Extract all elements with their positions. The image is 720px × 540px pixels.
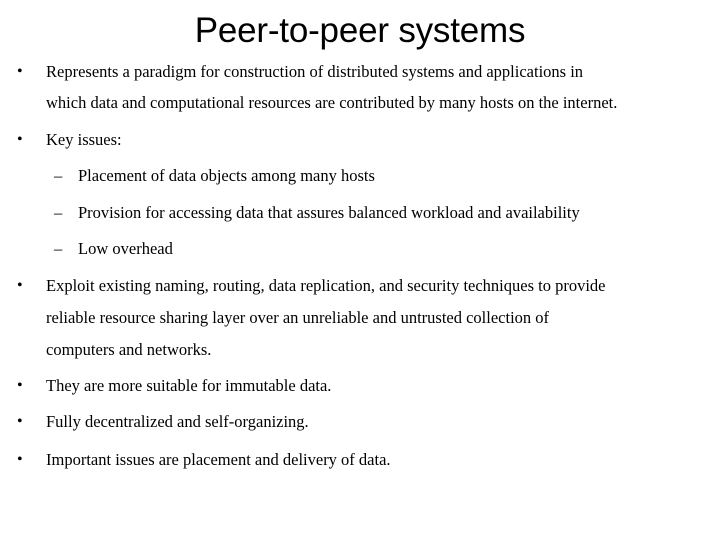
bullet-marker: • (17, 277, 23, 294)
slide-title: Peer-to-peer systems (194, 11, 526, 50)
bullet-4-line-1: They are more suitable for immutable data. (46, 376, 332, 395)
bullet-6-line-1: Important issues are placement and delivery of data. (46, 450, 391, 469)
sub-item-2: Provision for accessing data that assures balanced workload and availability (78, 203, 580, 222)
bullet-1-line-1: Represents a paradigm for construction of distributed systems and applications in (46, 62, 584, 81)
bullet-2-line-1: Key issues: (46, 130, 122, 149)
bullet-marker: • (17, 451, 23, 468)
bullet-1-line-2: which data and computational resources are contributed by many hosts on the internet. (46, 93, 618, 112)
sub-bullet-marker: – (54, 239, 63, 258)
sub-item-3: Low overhead (78, 239, 173, 258)
bullet-3-line-1: Exploit existing naming, routing, data replication, and security techniques to provide (46, 276, 606, 295)
sub-bullet-marker: – (54, 203, 63, 222)
bullet-3-line-2: reliable resource sharing layer over an unreliable and untrusted collection of (46, 308, 550, 327)
sub-item-1: Placement of data objects among many hosts (78, 166, 375, 185)
sub-bullet-marker: – (54, 166, 63, 185)
bullet-5-line-1: Fully decentralized and self-organizing. (46, 412, 309, 431)
bullet-marker: • (17, 377, 23, 394)
bullet-marker: • (17, 63, 23, 80)
bullet-marker: • (17, 131, 23, 148)
bullet-marker: • (17, 413, 23, 430)
bullet-3-line-3: computers and networks. (46, 340, 212, 359)
